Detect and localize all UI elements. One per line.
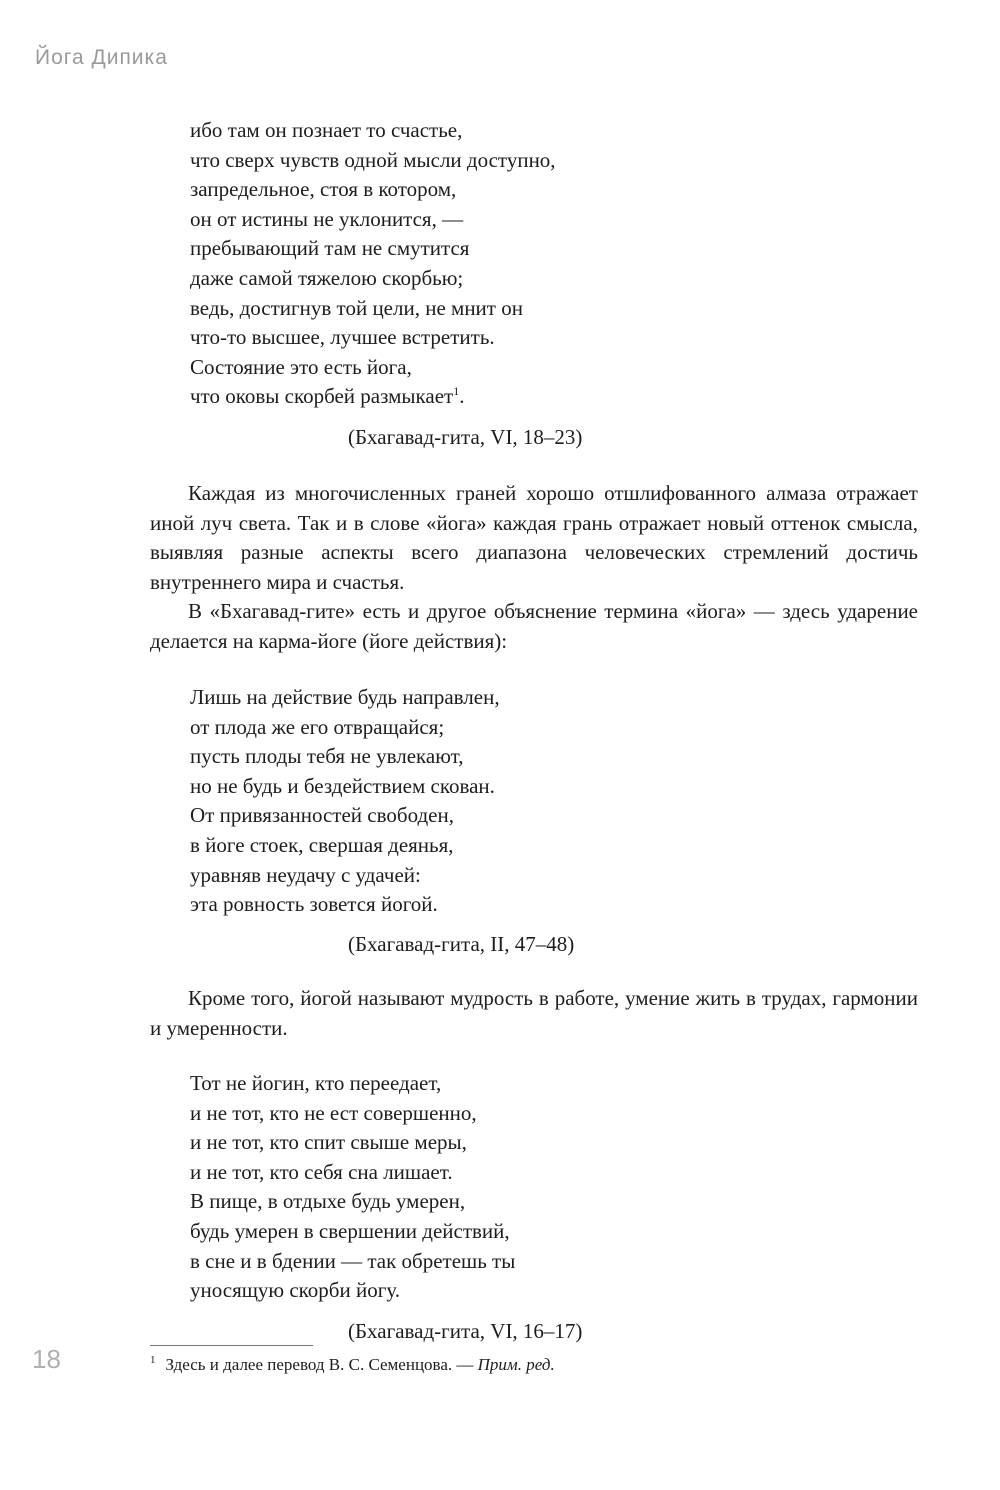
- verse-line: В пище, в отдыхе будь умерен,: [190, 1189, 466, 1214]
- verse-line: и не тот, кто себя сна лишает.: [190, 1159, 453, 1184]
- verse-line: но не будь и бездействием скован.: [190, 773, 495, 798]
- paragraph-1: Каждая из многочисленных граней хорошо отшлифованного алмаза отражает иной луч света. Так и в слове «йога» каждая грань отражает новый оттенок смысла, выявляя разные аспекты всего диапазона человеческих стремлений достичь внутреннего мира и счастья.: [150, 481, 918, 594]
- footnote-reference[interactable]: 1: [453, 384, 460, 399]
- verse-line: уравняв неудачу с удачей:: [190, 862, 421, 887]
- verse-line: ведь, достигнув той цели, не мнит он: [190, 295, 523, 320]
- verse-block-1: [190, 116, 556, 412]
- verse-line: он от истины не уклонится, —: [190, 206, 464, 231]
- verse-block-2: [190, 683, 500, 920]
- verse-line: пусть плоды тебя не увлекают,: [190, 744, 464, 769]
- citation-2: (Бхагавад-гита, II, 47–48): [348, 932, 575, 956]
- verse-line: в йоге стоек, свершая деянья,: [190, 832, 454, 857]
- verse-line: эта ровность зовется йогой.: [190, 892, 438, 917]
- verse-end-punct: .: [459, 384, 465, 409]
- footnote-mark: 1: [150, 1354, 156, 1367]
- footnote-divider: [150, 1345, 313, 1346]
- verse-line: Лишь на действие будь направлен,: [190, 685, 500, 709]
- running-head-title: Йога Дипика: [35, 46, 168, 69]
- citation-1: (Бхагавад-гита, VI, 18–23): [348, 425, 583, 449]
- verse-line: будь умерен в свершении действий,: [190, 1218, 510, 1243]
- paragraph-2: В «Бхагавад-гите» есть и другое объяснение термина «йога» — здесь ударение делается на карма-йоге (йоге действия):: [150, 599, 918, 653]
- verse-line: что сверх чувств одной мысли доступно,: [190, 147, 556, 172]
- paragraph-3: Кроме того, йогой называют мудрость в работе, умение жить в трудах, гармонии и умеренности.: [150, 986, 918, 1040]
- verse-line-text: что оковы скорбей размыкает: [190, 384, 454, 409]
- verse-line: запредельное, стоя в котором,: [190, 177, 457, 202]
- citation-3: (Бхагавад-гита, VI, 16–17): [348, 1319, 583, 1343]
- footnote: [150, 1353, 555, 1377]
- footnote-editor-note: Прим. ред.: [477, 1355, 555, 1374]
- verse-line: и не тот, кто не ест совершенно,: [190, 1100, 477, 1125]
- verse-line: ибо там он познает то счастье,: [190, 118, 463, 142]
- verse-line: даже самой тяжелою скорбью;: [190, 265, 464, 290]
- verse-block-3: [190, 1069, 515, 1306]
- verse-line: от плода же его отвращайся;: [190, 714, 445, 739]
- verse-line: в сне и в бдении — так обретешь ты: [190, 1248, 516, 1273]
- verse-line: пребывающий там не смутится: [190, 236, 470, 261]
- verse-line-last: [190, 382, 556, 412]
- page-number: 18: [32, 1344, 61, 1374]
- footnote-text: Здесь и далее перевод В. С. Семенцова. —: [165, 1355, 478, 1374]
- verse-line: что-то высшее, лучшее встретить.: [190, 325, 495, 350]
- verse-line: От привязанностей свободен,: [190, 803, 454, 828]
- verse-line: Тот не йогин, кто переедает,: [190, 1071, 442, 1095]
- verse-line: и не тот, кто спит свыше меры,: [190, 1130, 467, 1155]
- verse-line: Состояние это есть йога,: [190, 354, 412, 379]
- verse-line: уносящую скорби йогу.: [190, 1278, 400, 1303]
